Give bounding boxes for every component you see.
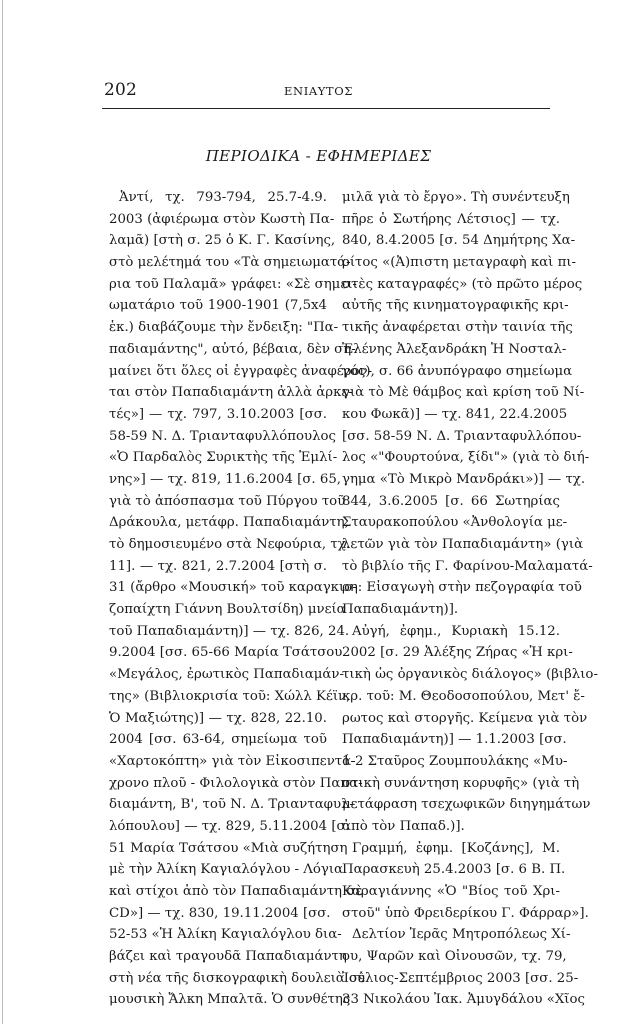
text-line: Ἀντί, τχ. 793-794, 25.7-4.9. (119, 190, 327, 205)
text-line: λος «"Φουρτούνα, ξίδι"» (γιὰ τὸ διή- (342, 450, 590, 466)
text-line: στὴ νέα τῆς δισκογραφικὴ δουλειὰ σὲ (109, 970, 366, 986)
text-line: Αὐγή, ἐφημ., Κυριακὴ 15.12. (352, 623, 560, 639)
text-line: βάζει καὶ τραγουδᾶ Παπαδιαμάντη (109, 949, 347, 965)
text-line: λετῶν γιὰ τὸν Παπαδιαμάντη» (γιὰ (342, 537, 584, 552)
left-column (109, 187, 373, 1011)
text-line: Παρασκευὴ 25.4.2003 [σ. 6 Β. Π. (342, 862, 566, 878)
text-line: Παπαδιαμάντη)] — 1.1.2003 [σσ. (342, 732, 567, 748)
text-line: καὶ στίχοι ἀπὸ τὸν Παπαδιαμάντη σὲ (109, 884, 363, 899)
text-line: νης»] — τχ. 819, 11.6.2004 [σ. 65, (109, 471, 342, 487)
text-line: γός), σ. 66 ἀνυπόγραφο σημείωμα (342, 363, 573, 379)
right-column (342, 187, 598, 1011)
text-line: στὸ μελέτημά του «Τὰ σημειωματά- (109, 255, 351, 271)
text-line: Σταυρακοπούλου «Ἀνθολογία με- (342, 515, 568, 531)
text-line: τικῆς ἀναφέρεται στὴν ταινία τῆς (342, 320, 573, 336)
text-line: πῆρε ὁ Σωτήρης Λέτσιος] — τχ. (342, 211, 560, 227)
text-line: τοῦ Παπαδιαμάντη)] — τχ. 826, 24. (109, 623, 350, 639)
text-line: της» (Βιβλιοκρισία τοῦ: Χώλλ Κέϊν, (109, 688, 351, 704)
text-line: τὸ δημοσιευμένο στὰ Νεφούρια, τχ. (109, 537, 350, 552)
text-line: 58-59 Ν. Δ. Τριανταφυλλόπουλος (109, 428, 336, 444)
text-line: τικὴ ὡς ὀργανικὸς διάλογος» (βιβλιο- (342, 667, 598, 683)
text-line: τὸ βιβλίο τῆς Γ. Φαρίνου-Μαλαματά- (342, 558, 593, 574)
text-line: 844, 3.6.2005 [σ. 66 Σωτηρίας (342, 493, 560, 509)
text-line: κου Φωκᾶ)] — τχ. 841, 22.4.2005 (342, 406, 568, 422)
text-line: 2004 [σσ. 63-64, σημείωμα τοῦ (109, 732, 327, 748)
text-line: Ὁ Μαξιώτης)] — τχ. 828, 22.10. (109, 710, 327, 726)
page-number: 202 (104, 80, 138, 100)
text-line: 52-53 «Ἡ Ἀλίκη Καγιαλόγλου δια- (109, 927, 342, 943)
text-line: κρ. τοῦ: Μ. Θεοδοσοπούλου, Μετ' ἔ- (342, 688, 585, 704)
text-line: στικὴ συνάντηση κορυφῆς» (γιὰ τὴ (342, 775, 580, 791)
text-line: 1-2 Σταῦρος Ζουμπουλάκης «Μυ- (342, 753, 568, 769)
text-line: Παπαδιαμάντη)]. (342, 602, 459, 618)
text-line: 840, 8.4.2005 [σ. 54 Δημήτρης Χα- (342, 233, 576, 249)
text-line: λαμᾶ) [στὴ σ. 25 ὁ Κ. Γ. Κασίνης, (109, 233, 336, 249)
section-title: ΠΕΡΙΟΔΙΚΑ - ΕΦΗΜΕΡΙΔΕΣ (205, 147, 432, 165)
text-line: ρωτος καὶ στοργῆς. Κείμενα γιὰ τὸν (342, 710, 588, 726)
text-line: 33 Νικολάου Ἰακ. Ἀμυγδάλου «Χῖος (342, 992, 585, 1008)
text-line: ται στὸν Παπαδιαμάντη ἀλλὰ ἀρκε- (109, 385, 353, 401)
text-line: Καραγιάννης «Ὁ "Βίος τοῦ Χρι- (342, 884, 560, 899)
text-line: στὲς καταγραφές» (τὸ πρῶτο μέρος (342, 276, 583, 292)
text-line: 11]. — τχ. 821, 2.7.2004 [στὴ σ. (109, 558, 327, 574)
text-line: 2003 (ἀφιέρωμα στὸν Κωστὴ Πα- (109, 211, 335, 227)
text-line: 51 Μαρία Τσάτσου «Μιὰ συζήτηση (109, 840, 348, 856)
text-line: μὲ τὴν Ἀλίκη Καγιαλόγλου - Λόγια (109, 862, 344, 878)
text-line: ρια τοῦ Παλαμᾶ» γράφει: «Σὲ σημει- (109, 276, 357, 292)
text-line: 2002 [σ. 29 Ἀλέξης Ζήρας «Ἡ κρι- (342, 645, 573, 661)
text-line: διαμάντη, Β', τοῦ Ν. Δ. Τριανταφυλ- (109, 797, 354, 813)
text-line: ρίτος «(Ἀ)πιστη μεταγραφὴ καὶ πι- (342, 255, 577, 271)
text-line: Δράκουλα, μετάφρ. Παπαδιαμάντη, (109, 515, 349, 531)
text-line: ωματάριο τοῦ 1900-1901 (7,5x4 (109, 298, 327, 314)
text-line: CD»] — τχ. 830, 19.11.2004 [σσ. (109, 905, 331, 921)
text-line: «Χαρτοκόπτη» γιὰ τὸν Εἰκοσιπεντά- (109, 753, 356, 769)
text-line: 9.2004 [σσ. 65-66 Μαρία Τσάτσου (109, 645, 343, 661)
text-line: [σσ. 58-59 Ν. Δ. Τριανταφυλλόπου- (342, 428, 582, 444)
text-line: τές»] — τχ. 797, 3.10.2003 [σσ. (109, 406, 327, 422)
text-line: γιὰ τὸ ἀπόσπασμα τοῦ Πύργου τοῦ (109, 493, 346, 509)
text-line: Ἰούλιος-Σεπτέμβριος 2003 [σσ. 25- (342, 970, 579, 986)
text-line: ου, Ψαρῶν καὶ Οἰνουσῶν, τχ. 79, (342, 949, 567, 965)
text-line: χρονο πλοῦ - Φιλολογικὰ στὸν Παπα- (109, 775, 363, 791)
text-line: παδιαμάντης", αὐτό, βέβαια, δὲν ση- (109, 341, 356, 357)
text-line: αὐτῆς τῆς κινηματογραφικῆς κρι- (342, 298, 569, 314)
text-line: «Ὁ Παρδαλὸς Συρικτὴς τῆς Ἐμλί- (109, 450, 338, 466)
text-line: Γραμμή, ἐφημ. [Κοζάνης], Μ. (352, 840, 560, 856)
text-line: ἀπὸ τὸν Παπαδ.)]. (342, 818, 465, 834)
text-line: μετάφραση τσεχωφικῶν διηγημάτων (342, 797, 591, 813)
text-line: «Μεγάλος, ἐρωτικὸς Παπαδιαμάν- (109, 667, 344, 683)
text-line: 31 (ἄρθρο «Μουσική» τοῦ καραγκιο- (109, 580, 357, 596)
header-rule (102, 108, 550, 109)
text-line: Ἐλένης Ἀλεξανδράκη Ἡ Νοσταλ- (342, 341, 567, 357)
running-head: ΕΝΙΑΥΤΟΣ (284, 84, 353, 98)
text-line: ρη: Εἰσαγωγὴ στὴν πεζογραφία τοῦ (342, 580, 582, 596)
text-line: μουσικὴ Ἄλκη Μπαλτᾶ. Ὁ συνθέτης (109, 992, 351, 1008)
text-line: ζοπαίχτη Γιάννη Βουλτσίδη) μνεία (109, 602, 346, 618)
text-line: Δελτίον Ἱερᾶς Μητροπόλεως Χί- (352, 927, 571, 943)
text-line: μιλᾶ γιὰ τὸ ἔργο». Τὴ συνέντευξη (342, 190, 570, 205)
text-line: λόπουλου] — τχ. 829, 5.11.2004 [σ. (109, 818, 350, 834)
text-line: ἑκ.) διαβάζουμε τὴν ἔνδειξη: "Πα- (109, 320, 339, 336)
text-line: γημα «Τὸ Μικρὸ Μανδράκι»)] — τχ. (342, 471, 586, 487)
text-line: μαίνει ὅτι ὅλες οἱ ἐγγραφὲς ἀναφέρον- (109, 363, 373, 379)
text-line: στοῦ" ὑπὸ Φρειδερίκου Γ. Φάρραρ»]. (342, 905, 589, 921)
text-line: γιὰ τὸ Μὲ θάμβος καὶ κρίση τοῦ Νί- (342, 385, 585, 401)
